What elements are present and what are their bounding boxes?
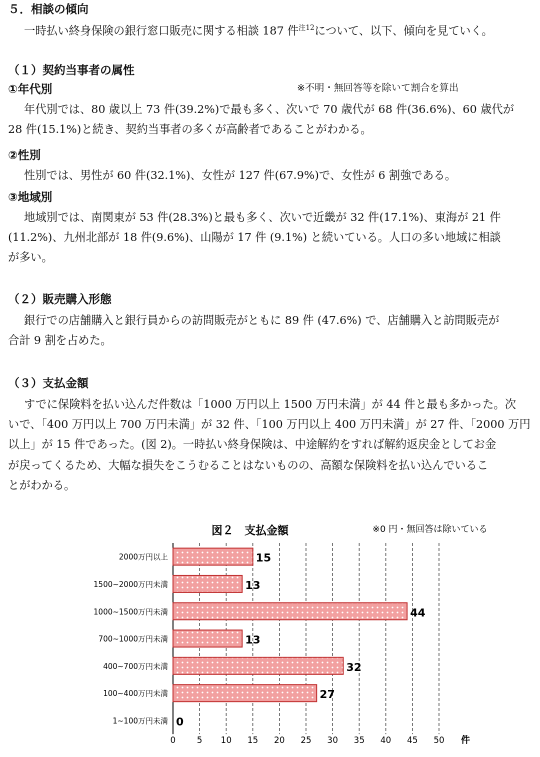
- chart-x-ticks: [170, 736, 444, 746]
- x-tick-label: 25: [300, 736, 312, 746]
- contract-heading: （１）契約当事者の属性: [8, 63, 135, 77]
- age-text-2: 28 件(15.1%)と続き、契約当事者の多くが高齢者であることがわかる。: [8, 123, 372, 136]
- intro-paragraph: [24, 21, 493, 39]
- bar-value-label: 15: [255, 551, 272, 565]
- bar-value-label: 0: [176, 715, 184, 729]
- region-text-2: (11.2%)、九州北部が 18 件(9.6%)、山陽が 17 件 (9.1%) と続いている。人口の多い地域に相談: [8, 231, 501, 244]
- payment-text-4: が戻ってくるため、大幅な損失をこうむることはないものの、高額な保険料を払い込んでいるこ: [8, 459, 489, 472]
- x-tick-label: 20: [273, 736, 285, 746]
- bar-value-label: 27: [319, 688, 335, 702]
- bar-value-label: 44: [410, 606, 426, 620]
- x-tick-label: 45: [406, 736, 418, 746]
- x-tick-label: 15: [247, 736, 259, 746]
- payment-bar-chart: [0, 515, 540, 757]
- region-text-3: が多い。: [8, 251, 53, 264]
- category-label: 100~400万円未満: [103, 689, 168, 699]
- gender-heading: ②性別: [8, 148, 41, 162]
- chart-unit-label: 件: [461, 736, 471, 746]
- payment-heading: （３）支払金額: [8, 376, 89, 390]
- bar-value-label: 13: [245, 633, 261, 647]
- intro-rest: について、以下、傾向を見ていく。: [314, 24, 493, 38]
- intro-text: 一時払い終身保険の銀行窓口販売に関する相談 187 件: [24, 24, 299, 38]
- payment-text-2: いで、「400 万円以上 700 万円未満」が 32 件、「100 万円以上 400 万円未満」が 27 件、「2000 万円: [8, 418, 531, 431]
- age-text-1: 年代別では、80 歳以上 73 件(39.2%)で最も多く、次いで 70 歳代が 68 件(36.6%)、60 歳代が: [24, 103, 515, 116]
- gender-text-1: 性別では、男性が 60 件(32.1%)、女性が 127 件(67.9%)で、女性が 6 割強である。: [24, 169, 457, 182]
- x-tick-label: 5: [196, 736, 203, 746]
- x-tick-label: 0: [170, 736, 176, 746]
- bar: [173, 548, 253, 565]
- bar: [173, 630, 242, 647]
- x-tick-label: 40: [380, 736, 392, 746]
- age-heading: ①年代別: [8, 82, 53, 96]
- chart-title: 図２ 支払金額: [211, 524, 289, 537]
- category-label: 1500~2000万円未満: [93, 579, 168, 589]
- payment-text-1: すでに保険料を払い込んだ件数は「1000 万円以上 1500 万円未満」が 44 件と最も多かった。次: [24, 398, 517, 411]
- contract-note: ※不明・無回答等を除いて割合を算出: [297, 83, 459, 94]
- sales-text-2: 合計 9 割を占めた。: [8, 334, 112, 347]
- category-label: 1000~1500万円未満: [93, 607, 168, 617]
- category-label: 700~1000万円未満: [98, 634, 168, 644]
- region-heading: ③地域別: [8, 190, 53, 204]
- bar: [173, 657, 343, 674]
- x-tick-label: 35: [353, 736, 365, 746]
- payment-text-5: とがわかる。: [8, 479, 76, 492]
- category-label: 2000万円以上: [118, 552, 168, 562]
- sales-heading: （２）販売購入形態: [8, 292, 112, 306]
- sales-text-1: 銀行での店舗購入と銀行員からの訪問販売がともに 89 件 (47.6%) で、店舗購入と訪問販売が: [24, 314, 500, 327]
- x-tick-label: 10: [220, 736, 232, 746]
- bar-value-label: 32: [346, 660, 362, 674]
- bar-value-label: 13: [245, 578, 261, 592]
- category-label: 400~700万円未満: [103, 661, 168, 671]
- category-label: 1~100万円未満: [112, 716, 168, 726]
- region-text-1: 地域別では、南関東が 53 件(28.3%)と最も多く、次いで近畿が 32 件(17.1%)、東海が 21 件: [24, 211, 501, 224]
- bar: [173, 575, 242, 592]
- footnote-ref: 注12: [298, 24, 315, 32]
- x-tick-label: 50: [433, 736, 445, 746]
- bar: [173, 685, 317, 702]
- section-title: ５．相談の傾向: [8, 2, 89, 16]
- x-tick-label: 30: [327, 736, 339, 746]
- payment-text-3: 以上」が 15 件であった。(図 2)。一時払い終身保険は、中途解約をすれば解約返戻金としてお金: [8, 438, 497, 451]
- bar: [173, 603, 407, 620]
- chart-category-labels: [94, 552, 169, 726]
- chart-note: ※0 円・無回答は除いている: [372, 525, 488, 535]
- chart-bars: [173, 548, 426, 728]
